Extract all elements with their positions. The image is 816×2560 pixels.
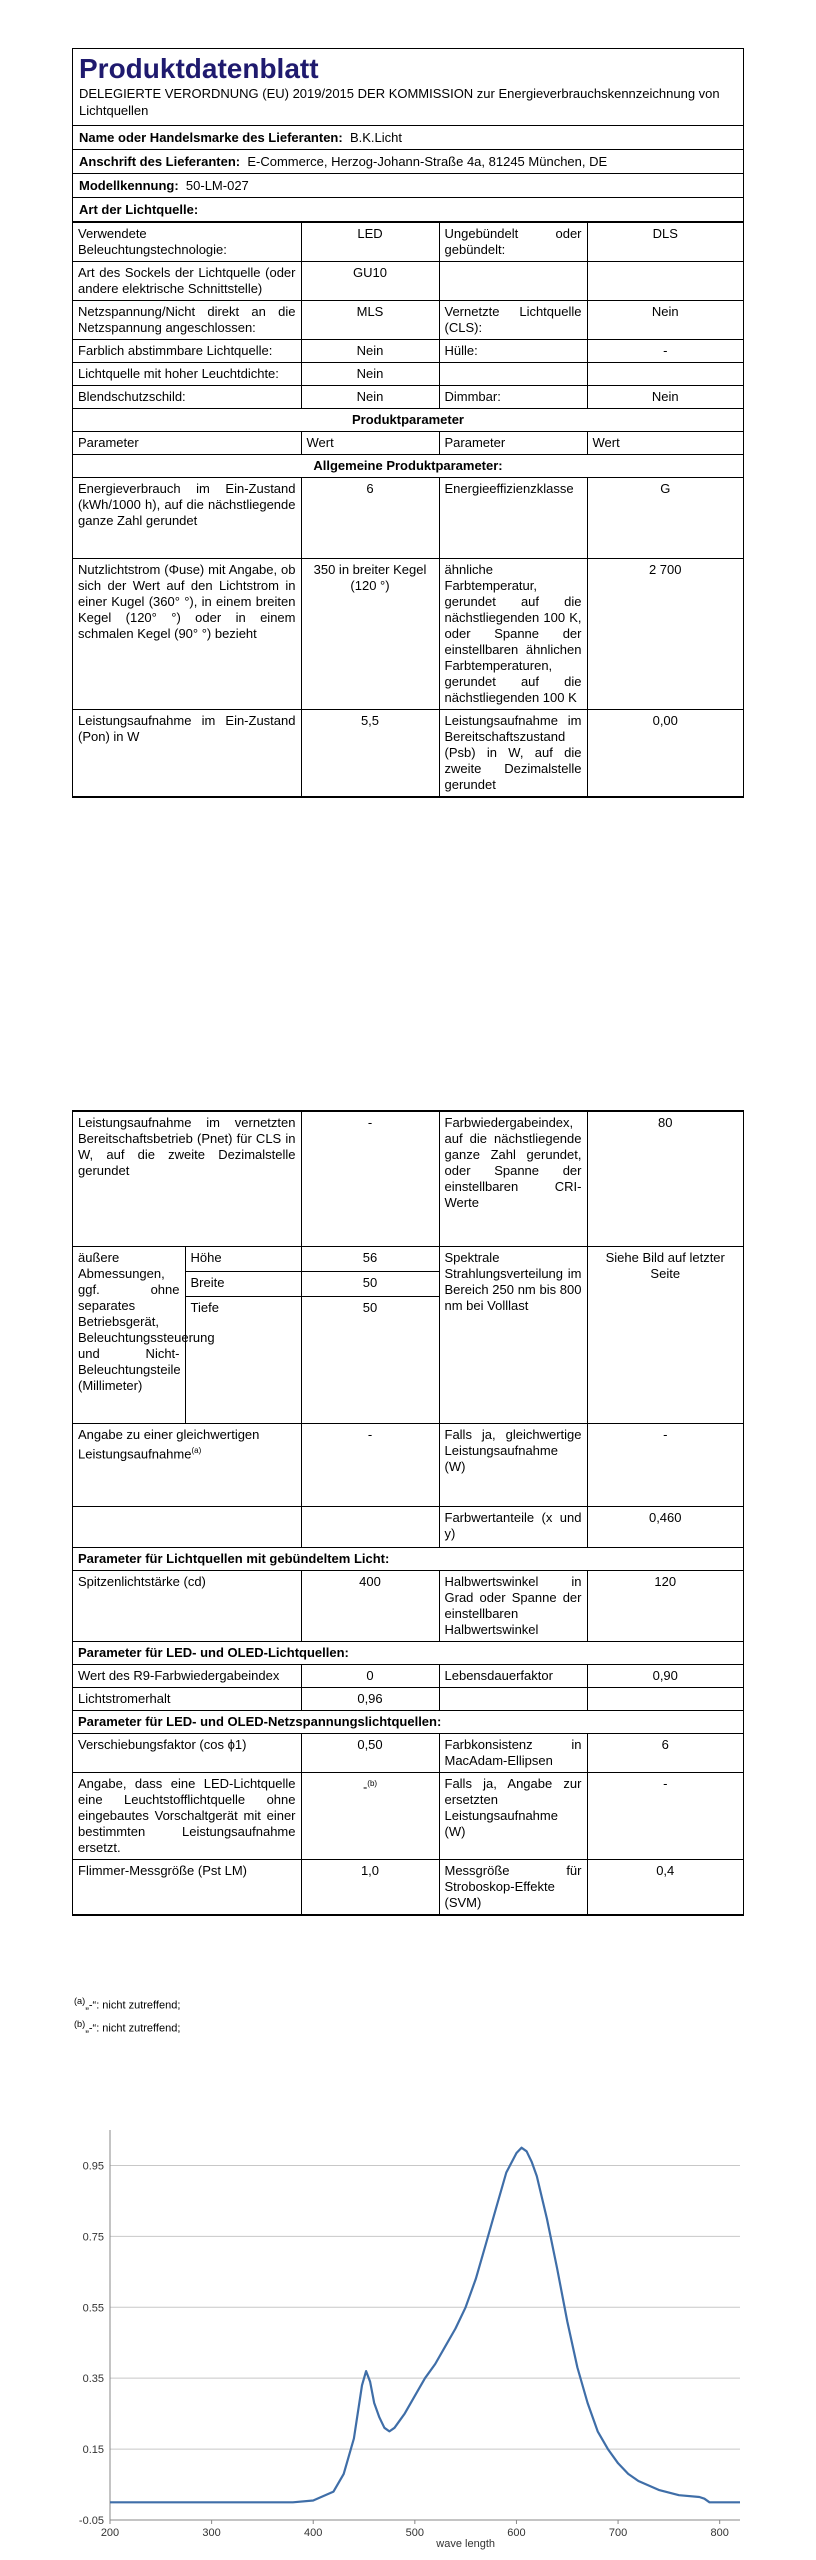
y-tick-label: 0.95	[82, 2160, 104, 2173]
param-value: G	[587, 478, 743, 559]
x-tick-label: 200	[100, 2527, 120, 2539]
supplier-address-row	[73, 150, 743, 174]
x-tick-label: 400	[304, 2527, 323, 2539]
param-value: 5,5	[301, 710, 439, 797]
param-label: Messgröße für Stroboskop-Effekte (SVM)	[439, 1860, 587, 1915]
regulation-subtitle: DELEGIERTE VERORDNUNG (EU) 2019/2015 DER KOMMISSION zur Energieverbrauchskennzeichnung von Lichtquellen	[73, 85, 743, 126]
replace-value-text: -	[362, 1779, 368, 1795]
param-label: Leistungsaufnahme im vernetzten Bereitschaftsbetrieb (Pnet) für CLS in W, auf die zweite Dezimalstelle gerundet	[73, 1112, 301, 1247]
param-label: Netzspannung/Nicht direkt an die Netzspannung angeschlossen:	[73, 301, 301, 340]
empty-cell	[301, 1507, 439, 1548]
supplier-address-label: Anschrift des Lieferanten:	[79, 154, 241, 169]
param-label: Energieeffizienzklasse	[439, 478, 587, 559]
param-label: Art des Sockels der Lichtquelle (oder andere elektrische Schnittstelle)	[73, 262, 301, 301]
y-tick-label: -0.05	[78, 2515, 104, 2527]
param-label: Farblich abstimmbare Lichtquelle:	[73, 340, 301, 363]
param-label: Verschiebungsfaktor (cos ϕ1)	[73, 1734, 301, 1773]
table-row	[73, 1734, 743, 1773]
param-value: 0,96	[301, 1688, 439, 1711]
param-value: -	[587, 1773, 743, 1860]
supplier-name-label: Name oder Handelsmarke des Lieferanten:	[79, 130, 343, 145]
param-value: 120	[587, 1571, 743, 1642]
param-value: 6	[301, 478, 439, 559]
table-row	[73, 1642, 743, 1665]
x-tick-label: 300	[202, 2527, 221, 2539]
table-row	[73, 340, 743, 363]
table-row	[73, 386, 743, 409]
param-value: 0,00	[587, 710, 743, 797]
x-tick-label: 600	[507, 2527, 526, 2539]
table-row	[73, 1507, 743, 1548]
width-value: 50	[301, 1272, 439, 1297]
x-tick-label: 800	[710, 2527, 729, 2539]
y-tick-label: 0.75	[82, 2231, 104, 2244]
footnote-mark-a: (a)	[191, 1446, 202, 1455]
params-table	[73, 1111, 743, 1915]
empty-cell	[439, 363, 587, 386]
footnote-a-text: „-“: nicht zutreffend;	[85, 1999, 181, 2012]
height-label: Höhe	[185, 1247, 301, 1272]
param-label: Energieverbrauch im Ein-Zustand (kWh/1000 h), auf die nächstliegende ganze Zahl gerundet	[73, 478, 301, 559]
footnote-a: $^{(a)}$„-“: nicht zutreffend;	[74, 1996, 181, 2012]
model-label: Modellkennung:	[79, 178, 179, 193]
param-label: Lebensdauerfaktor	[439, 1665, 587, 1688]
param-value: -	[301, 1424, 439, 1507]
equiv-label-text: Angabe zu einer gleichwertigen Leistungsaufnahme	[78, 1427, 260, 1462]
model-value: 50-LM-027	[185, 178, 249, 193]
param-label: Nutzlichtstrom (Φuse) mit Angabe, ob sich der Wert auf den Lichtstrom in einer Kugel (360° °), in einem breiten Kegel (120° °) oder in einem schmalen Kegel (90° °) bezieht	[73, 559, 301, 710]
param-value: -	[587, 1424, 743, 1507]
param-value: Nein	[587, 386, 743, 409]
x-tick-label: 700	[608, 2527, 628, 2539]
empty-cell	[587, 363, 743, 386]
param-label: Spektrale Strahlungsverteilung im Bereich 250 nm bis 800 nm bei Volllast	[439, 1247, 587, 1424]
table-row	[73, 559, 743, 710]
height-value: 56	[301, 1247, 439, 1272]
table-row	[73, 478, 743, 559]
param-value: 1,0	[301, 1860, 439, 1915]
mains-section-heading: Parameter für LED- und OLED-Netzspannungslichtquellen:	[73, 1711, 743, 1734]
param-value: 400	[301, 1571, 439, 1642]
type-table	[73, 222, 743, 797]
param-label: Falls ja, gleichwertige Leistungsaufnahme (W)	[439, 1424, 587, 1507]
param-value: Siehe Bild auf letzter Seite	[587, 1247, 743, 1424]
table-row	[73, 363, 743, 386]
param-label: Leistungsaufnahme im Bereitschaftszustand (Psb) in W, auf die zweite Dezimalstelle gerundet	[439, 710, 587, 797]
dimensions-label: äußere Abmessungen, ggf. ohne separates Betriebsgerät, Beleuchtungssteuerung und Nicht-Beleuchtungsteile (Millimeter)	[73, 1247, 185, 1424]
width-label: Breite	[185, 1272, 301, 1297]
table-row	[73, 1571, 743, 1642]
param-label	[73, 1424, 301, 1507]
depth-value: 50	[301, 1297, 439, 1424]
param-value: -	[587, 340, 743, 363]
table-row	[73, 1112, 743, 1247]
empty-cell	[587, 1688, 743, 1711]
param-value: DLS	[587, 223, 743, 262]
param-label: Verwendete Beleuchtungstechnologie:	[73, 223, 301, 262]
type-section-heading: Art der Lichtquelle:	[73, 198, 743, 222]
table-row	[73, 1665, 743, 1688]
param-value: LED	[301, 223, 439, 262]
param-label: Hülle:	[439, 340, 587, 363]
param-label: Spitzenlichtstärke (cd)	[73, 1571, 301, 1642]
param-value: 0,4	[587, 1860, 743, 1915]
param-value	[301, 1773, 439, 1860]
product-params-heading: Produktparameter	[73, 409, 743, 432]
empty-cell	[587, 262, 743, 301]
param-label: Flimmer-Messgröße (Pst LM)	[73, 1860, 301, 1915]
datasheet-page-1	[72, 48, 744, 798]
param-value: -	[301, 1112, 439, 1247]
supplier-address-value: E-Commerce, Herzog-Johann-Straße 4a, 81245 München, DE	[247, 154, 608, 169]
param-value: GU10	[301, 262, 439, 301]
param-label: ähnliche Farbtemperatur, gerundet auf die nächstliegenden 100 K, oder Spanne der einstellbaren ähnlichen Farbtemperaturen, gerundet auf die nächstliegenden 100 K	[439, 559, 587, 710]
model-row	[73, 174, 743, 198]
supplier-name-value: B.K.Licht	[349, 130, 402, 145]
table-row	[73, 1711, 743, 1734]
param-value: 0,90	[587, 1665, 743, 1688]
param-label: Vernetzte Lichtquelle (CLS):	[439, 301, 587, 340]
param-label: Blendschutzschild:	[73, 386, 301, 409]
page-title: Produktdatenblatt	[79, 53, 319, 84]
led-section-heading: Parameter für LED- und OLED-Lichtquellen:	[73, 1642, 743, 1665]
param-value: 80	[587, 1112, 743, 1247]
y-tick-label: 0.55	[82, 2302, 104, 2315]
footnote-b: $^{(b)}$„-“: nicht zutreffend;	[74, 2018, 181, 2035]
footnote-b-text: „-“: nicht zutreffend;	[85, 2022, 181, 2035]
directional-section-heading: Parameter für Lichtquellen mit gebündeltem Licht:	[73, 1548, 743, 1571]
datasheet-page-2	[72, 1110, 744, 1916]
param-value: 2 700	[587, 559, 743, 710]
footnote-mark-b: (b)	[367, 1779, 378, 1788]
param-label: Halbwertswinkel in Grad oder Spanne der einstellbaren Halbwertswinkel	[439, 1571, 587, 1642]
supplier-name-row	[73, 126, 743, 150]
table-row	[73, 1773, 743, 1860]
table-row	[73, 301, 743, 340]
empty-cell	[73, 1507, 301, 1548]
x-axis-label: wave length	[436, 2538, 496, 2550]
param-value: MLS	[301, 301, 439, 340]
depth-label: Tiefe	[185, 1297, 301, 1424]
table-row	[73, 1860, 743, 1915]
y-tick-label: 0.35	[82, 2373, 104, 2386]
table-header-row	[73, 432, 743, 455]
table-row	[73, 223, 743, 262]
param-value: Nein	[301, 386, 439, 409]
param-value: 0,50	[301, 1734, 439, 1773]
table-row	[73, 1548, 743, 1571]
param-label: Farbwiedergabeindex, auf die nächstliegende ganze Zahl gerundet, oder Spanne der einstellbaren CRI-Werte	[439, 1112, 587, 1247]
param-value: 350 in breiter Kegel (120 °)	[301, 559, 439, 710]
param-value: Nein	[587, 301, 743, 340]
column-header-value: Wert	[301, 432, 439, 455]
table-row	[73, 1247, 743, 1272]
table-row	[73, 1688, 743, 1711]
param-value: Nein	[301, 340, 439, 363]
empty-cell	[439, 1688, 587, 1711]
column-header-parameter: Parameter	[439, 432, 587, 455]
spectral-distribution-chart	[60, 2110, 760, 2550]
column-header-value: Wert	[587, 432, 743, 455]
param-value: 6	[587, 1734, 743, 1773]
param-label: Dimmbar:	[439, 386, 587, 409]
table-row	[73, 455, 743, 478]
table-row	[73, 409, 743, 432]
param-label: Farbkonsistenz in MacAdam-Ellipsen	[439, 1734, 587, 1773]
table-row	[73, 262, 743, 301]
param-label: Farbwertanteile (x und y)	[439, 1507, 587, 1548]
param-label: Falls ja, Angabe zur ersetzten Leistungsaufnahme (W)	[439, 1773, 587, 1860]
footnotes	[74, 1992, 180, 2037]
param-value: 0	[301, 1665, 439, 1688]
param-label: Lichtquelle mit hoher Leuchtdichte:	[73, 363, 301, 386]
param-label: Angabe, dass eine LED-Lichtquelle eine Leuchtstofflichtquelle ohne eingebautes Vorschaltgerät mit einer bestimmten Leistungsaufnahme ersetzt.	[73, 1773, 301, 1860]
param-label: Wert des R9-Farbwiedergabeindex	[73, 1665, 301, 1688]
param-value: Nein	[301, 363, 439, 386]
param-label: Ungebündelt oder gebündelt:	[439, 223, 587, 262]
param-label: Leistungsaufnahme im Ein-Zustand (Pon) in W	[73, 710, 301, 797]
param-label: Lichtstromerhalt	[73, 1688, 301, 1711]
y-tick-label: 0.15	[82, 2444, 104, 2457]
param-value: 0,460	[587, 1507, 743, 1548]
general-params-heading: Allgemeine Produktparameter:	[73, 455, 743, 478]
table-row	[73, 710, 743, 797]
empty-cell	[439, 262, 587, 301]
table-row	[73, 1424, 743, 1507]
column-header-parameter: Parameter	[73, 432, 301, 455]
x-tick-label: 500	[405, 2527, 425, 2539]
